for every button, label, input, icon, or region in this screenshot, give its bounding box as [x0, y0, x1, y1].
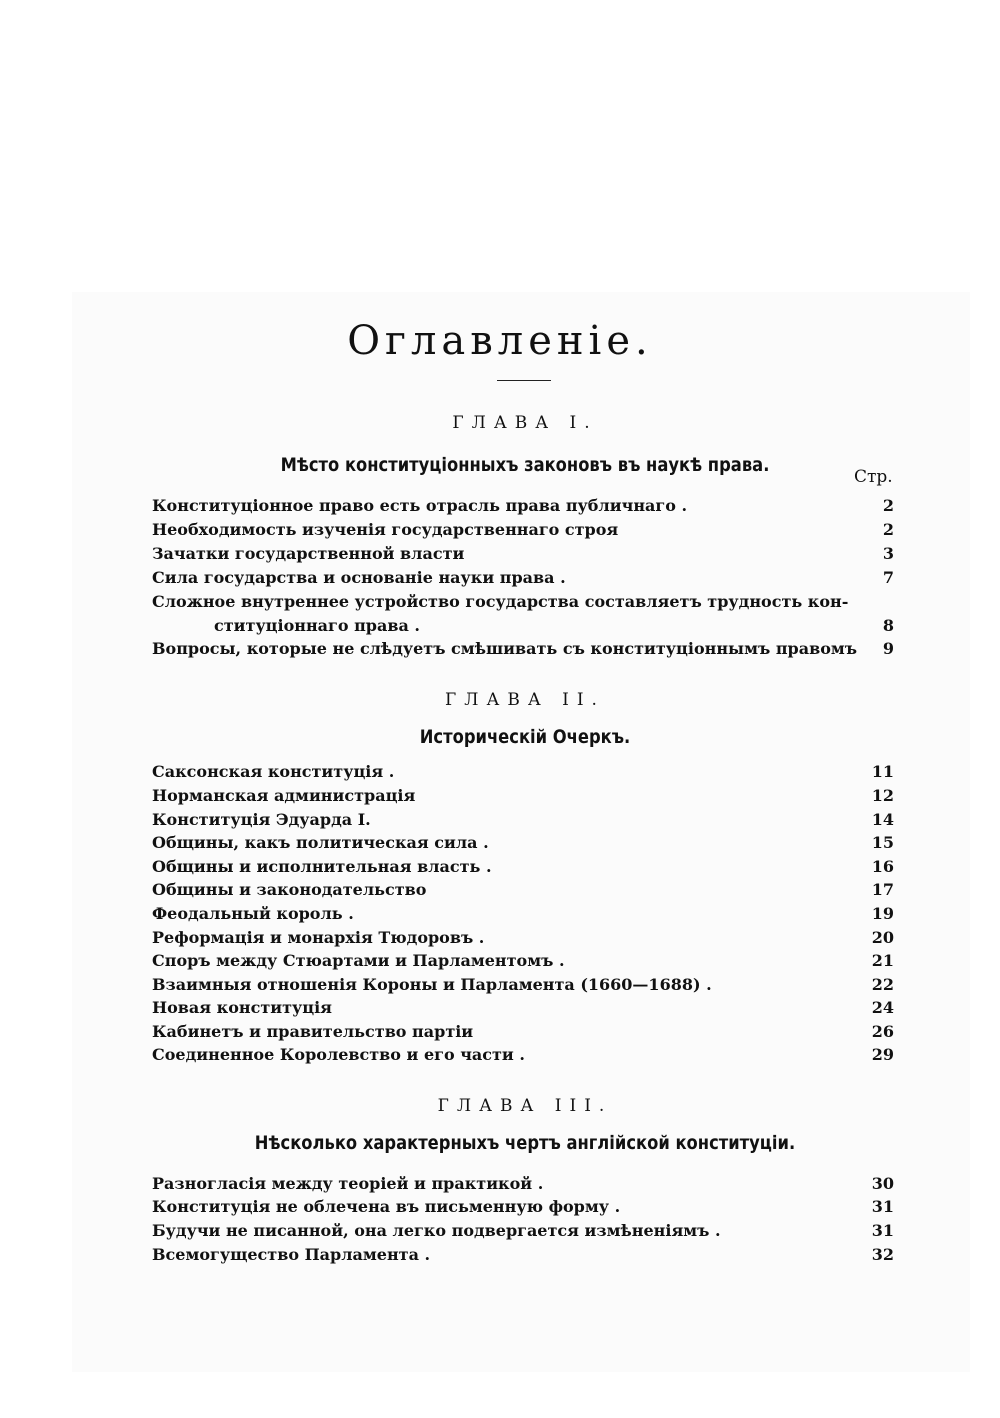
toc-entry-page: 14	[871, 810, 894, 829]
toc-entry-text: Вопросы, которые не слѣдуетъ смѣшивать съ конституціоннымъ правомъ	[152, 639, 858, 658]
toc-entry-text: Сила государства и основаніе науки права .	[152, 568, 566, 587]
toc-entry-page: 7	[882, 568, 894, 587]
toc-entry-page: 22	[871, 975, 894, 994]
toc-entry-page: 17	[871, 880, 894, 899]
toc-entry[interactable]	[152, 784, 894, 808]
toc-entry-text: Феодальный король .	[152, 904, 354, 923]
toc-entry-page: 12	[871, 786, 894, 805]
chapter-title-1: Мѣсто конституціонныхъ законовъ въ наукѣ права.	[280, 454, 770, 476]
toc-entry[interactable]	[152, 926, 894, 950]
title-divider	[497, 380, 551, 381]
chapter-title-2: Историческій Очеркъ.	[419, 726, 631, 748]
toc-entry-page: 26	[871, 1022, 894, 1041]
toc-entry-page: 2	[882, 520, 894, 539]
toc-entry[interactable]	[152, 590, 858, 614]
toc-entry-text: Разногласія между теоріей и практикой .	[152, 1174, 544, 1193]
toc-entry-text: Взаимныя отношенія Короны и Парламента (1660—1688) .	[152, 975, 712, 994]
toc-entry-text: Кабинетъ и правительство партіи	[152, 1022, 474, 1041]
toc-entry-text: Норманская администрація	[152, 786, 416, 805]
toc-entry[interactable]	[152, 1043, 894, 1067]
toc-entry-text: Общины и законодательство	[152, 880, 427, 899]
toc-entry-page: 15	[871, 833, 894, 852]
toc-entry[interactable]	[152, 878, 894, 902]
chapter-label-3: ГЛАВА III.	[437, 1096, 613, 1116]
toc-entry-page: 29	[871, 1045, 894, 1064]
toc-entry-text: Конституція Эдуарда I.	[152, 810, 371, 829]
toc-entry[interactable]	[152, 855, 894, 879]
toc-entry[interactable]	[152, 494, 894, 518]
toc-entry-page: 24	[871, 998, 894, 1017]
chapter-label-2: ГЛАВА II.	[445, 690, 605, 710]
toc-entry-text: Конституція не облечена въ письменную форму .	[152, 1197, 621, 1216]
toc-entry-text: Конституціонное право есть отрасль права публичнаго .	[152, 496, 688, 515]
toc-entry-page: 31	[871, 1221, 894, 1240]
chapter-title-3: Нѣсколько характерныхъ чертъ англійской конституціи.	[254, 1132, 796, 1154]
toc-entry[interactable]	[152, 949, 894, 973]
toc-entry-text: Общины и исполнительная власть .	[152, 857, 492, 876]
toc-entry[interactable]	[152, 518, 894, 542]
toc-entry[interactable]	[152, 996, 894, 1020]
toc-entry-page: 11	[871, 762, 894, 781]
toc-entry-text: Всемогущество Парламента .	[152, 1245, 431, 1264]
toc-entry-text: Будучи не писанной, она легко подвергается измѣненіямъ .	[152, 1221, 721, 1240]
toc-entry-continuation[interactable]	[152, 614, 894, 638]
toc-entry-page: 16	[871, 857, 894, 876]
toc-entry-text: ституціоннаго права .	[214, 616, 420, 635]
toc-entry-text: Зачатки государственной власти	[152, 544, 465, 563]
toc-entry[interactable]	[152, 973, 894, 997]
toc-entry-page: 31	[871, 1197, 894, 1216]
toc-entry[interactable]	[152, 566, 894, 590]
toc-entry-text: Сложное внутреннее устройство государства составляетъ трудность кон-	[152, 592, 849, 611]
toc-entry-text: Соединенное Королевство и его части .	[152, 1045, 525, 1064]
toc-entry[interactable]	[152, 542, 894, 566]
toc-entry[interactable]	[152, 1219, 894, 1243]
toc-entry-page: 2	[882, 496, 894, 515]
page-column-header: Стр.	[854, 467, 893, 487]
toc-entry-page: 3	[882, 544, 894, 563]
toc-entry[interactable]	[152, 1172, 894, 1196]
toc-entry[interactable]	[152, 1020, 894, 1044]
toc-entry[interactable]	[152, 808, 894, 832]
chapter-label-1: ГЛАВА I.	[452, 413, 598, 433]
toc-entry[interactable]	[152, 1195, 894, 1219]
toc-entry-text: Новая конституція	[152, 998, 332, 1017]
toc-entry-page: 20	[871, 928, 894, 947]
toc-entry-page: 32	[871, 1245, 894, 1264]
toc-entry-text: Споръ между Стюартами и Парламентомъ .	[152, 951, 565, 970]
toc-entry[interactable]	[152, 831, 894, 855]
toc-entry-text: Общины, какъ политическая сила .	[152, 833, 489, 852]
toc-entry[interactable]	[152, 637, 894, 661]
toc-entry[interactable]	[152, 1243, 894, 1267]
toc-entry-text: Саксонская конституція .	[152, 762, 395, 781]
toc-entry-page: 9	[882, 639, 894, 658]
toc-entry-page: 19	[871, 904, 894, 923]
toc-entry[interactable]	[152, 902, 894, 926]
toc-entry-page: 30	[871, 1174, 894, 1193]
toc-entry-page: 8	[882, 616, 894, 635]
toc-entry-text: Реформація и монархія Тюдоровъ .	[152, 928, 485, 947]
toc-entry-page: 21	[871, 951, 894, 970]
toc-entry[interactable]	[152, 760, 894, 784]
page-title: Оглавленіе.	[347, 318, 653, 364]
toc-entry-text: Необходимость изученія государственнаго строя	[152, 520, 619, 539]
